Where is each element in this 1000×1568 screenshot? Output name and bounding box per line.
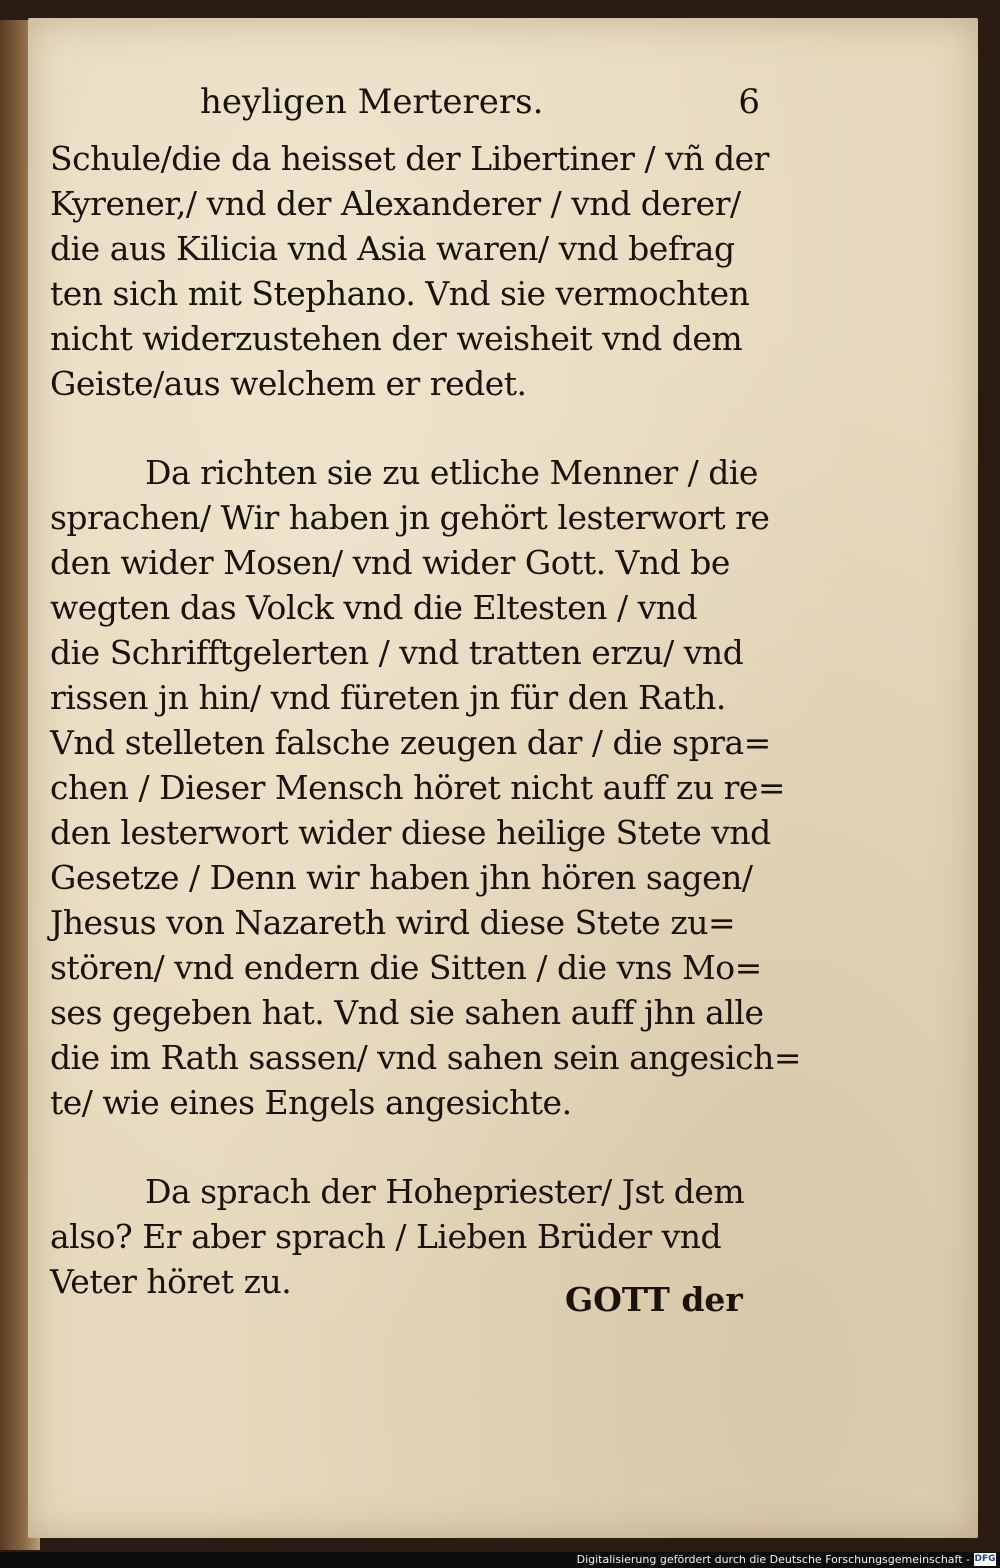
text-line: Jhesus von Nazareth wird diese Stete zu= (50, 903, 736, 942)
paragraph-2 (50, 450, 802, 1125)
paragraph-gap (50, 1125, 770, 1169)
text-line: die Schrifftgelerten / vnd tratten erzu/ vnd (50, 633, 744, 672)
text-line: Geiste/aus welchem er redet. (50, 364, 527, 403)
page-header (200, 82, 760, 128)
text-line: Vnd stelleten falsche zeugen dar / die spra= (50, 723, 771, 762)
text-line: rissen jn hin/ vnd füreten jn für den Rath. (50, 678, 726, 717)
text-line: nicht widerzustehen der weisheit vnd dem (50, 319, 743, 358)
paragraph-gap (50, 406, 770, 450)
text-line: Kyrener,/ vnd der Alexanderer / vnd derer/ (50, 184, 741, 223)
text-line: Veter höret zu. (50, 1262, 292, 1301)
body-text (50, 136, 802, 1304)
catchword: GOTT der (565, 1280, 743, 1319)
text-line: chen / Dieser Mensch höret nicht auff zu re= (50, 768, 786, 807)
footer-credit: Digitalisierung gefördert durch die Deutsche Forschungsgemeinschaft - (576, 1553, 970, 1566)
paragraph-1 (50, 136, 770, 406)
text-line: te/ wie eines Engels angesichte. (50, 1083, 572, 1122)
text-line: Da sprach der Hohepriester/ Jst dem (145, 1172, 745, 1211)
text-line: Da richten sie zu etliche Menner / die (145, 453, 758, 492)
text-line: Gesetze / Denn wir haben jhn hören sagen/ (50, 858, 753, 897)
text-line: ten sich mit Stephano. Vnd sie vermochten (50, 274, 750, 313)
text-line: Schule/die da heisset der Libertiner / vñ der (50, 139, 769, 178)
text-line: die aus Kilicia vnd Asia waren/ vnd befrag (50, 229, 735, 268)
page-number: 6 (738, 82, 760, 122)
text-line: wegten das Volck vnd die Eltesten / vnd (50, 588, 698, 627)
running-title: heyligen Merterers. (200, 82, 544, 122)
text-line: die im Rath sassen/ vnd sahen sein angesich= (50, 1038, 802, 1077)
dfg-logo: DFG (974, 1554, 996, 1564)
text-line: sprachen/ Wir haben jn gehört lesterwort re (50, 498, 770, 537)
text-line: den wider Mosen/ vnd wider Gott. Vnd be (50, 543, 730, 582)
text-line: den lesterwort wider diese heilige Stete vnd (50, 813, 771, 852)
text-line: ses gegeben hat. Vnd sie sahen auff jhn alle (50, 993, 764, 1032)
text-line: stören/ vnd endern die Sitten / die vns Mo= (50, 948, 762, 987)
text-line: also? Er aber sprach / Lieben Brüder vnd (50, 1217, 722, 1256)
